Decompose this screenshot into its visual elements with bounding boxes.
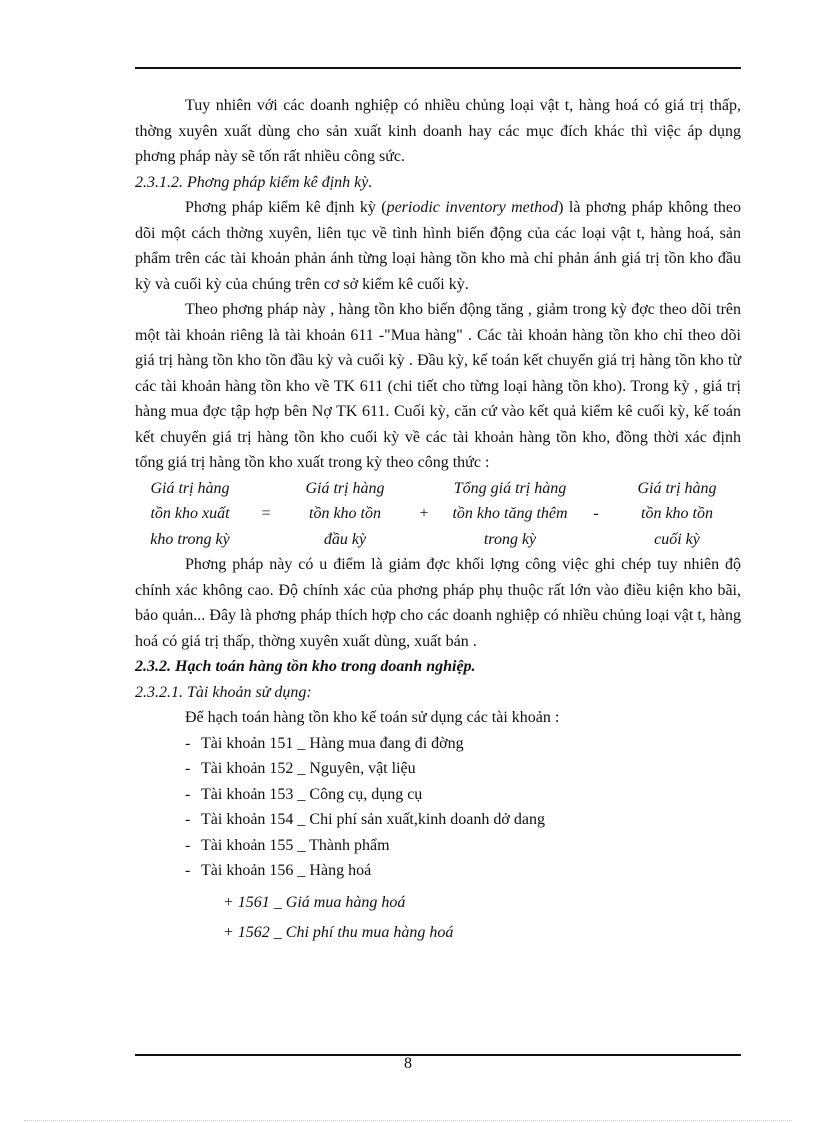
header-rule [135, 67, 741, 69]
paragraph-periodic-definition [135, 195, 741, 297]
formula-line: kho trong kỳ [150, 530, 230, 548]
account-list [135, 731, 741, 884]
list-item [185, 833, 741, 859]
operator-symbol: = [261, 505, 271, 522]
dash-marker: - [185, 836, 191, 854]
formula-operator-equals [245, 476, 287, 527]
list-item [185, 731, 741, 757]
account-label: Tài khoản 154 _ Chi phí sản xuất,kinh doanh dở dang [201, 811, 545, 828]
paragraph-periodic-rest: ) là phơng pháp không theo dõi một cách thờng xuyên, liên tục về tình hình biến động của các loại vật t, hàng hoá, sản phẩm trên các tài khoản phản ánh từng loại hàng tồn kho mà chỉ phản ánh giá trị tồn kho đầu kỳ và cuối kỳ của chúng trên cơ sở kiểm kê cuối kỳ. [135, 199, 742, 293]
page-number: 8 [404, 1055, 412, 1072]
formula-line: tồn kho tăng thêm [452, 505, 568, 522]
formula-line: cuối kỳ [654, 530, 700, 548]
formula-term-closing-value [617, 476, 737, 553]
list-item [185, 756, 741, 782]
list-item [185, 782, 741, 808]
paragraph-periodic-start: Phơng pháp kiểm kê định kỳ ( [185, 199, 387, 216]
dash-marker: - [185, 785, 191, 803]
account-label: Tài khoản 152 _ Nguyên, vật liệu [201, 760, 416, 777]
formula-line: tồn kho tồn [309, 505, 381, 522]
section-heading-2-3-1-2: 2.3.1.2. Phơng pháp kiểm kê định kỳ. [135, 173, 373, 191]
list-item: + 1561 _ Giá mua hàng hoá [223, 893, 406, 911]
formula-term-increase-value [445, 476, 575, 553]
formula-line: tồn kho xuất [150, 505, 230, 522]
formula-line: Tổng giá trị hàng [453, 479, 567, 497]
paragraph-intro: Tuy nhiên với các doanh nghiệp có nhiều chủng loại vật t, hàng hoá có giá trị thấp, thờng xuyên xuất dùng cho sản xuất kinh doanh hay các mục đích khác thì việc áp dụng phơng pháp này sẽ tốn rất nhiều công sức. [135, 97, 741, 165]
list-item: + 1562 _ Chi phí thu mua hàng hoá [223, 923, 454, 941]
paragraph-accounts-intro: Để hạch toán hàng tồn kho kế toán sử dụng các tài khoản : [185, 709, 560, 726]
dash-marker: - [185, 734, 191, 752]
formula-term-export-value [135, 476, 245, 553]
account-label: Tài khoản 153 _ Công cụ, dụng cụ [201, 785, 423, 803]
operator-symbol: + [419, 505, 429, 522]
section-heading-2-3-2-1: 2.3.2.1. Tài khoản sử dụng: [135, 683, 312, 701]
term-periodic-inventory-method: periodic inventory method [386, 199, 559, 216]
subaccount-list [135, 888, 741, 948]
page-body [135, 93, 741, 948]
list-item [185, 807, 741, 833]
list-item [185, 858, 741, 884]
page-boundary [24, 1120, 792, 1121]
formula-line: Giá trị hàng [305, 479, 385, 497]
formula-line: đầu kỳ [323, 530, 367, 548]
paragraph-method-detail: Theo phơng pháp này , hàng tồn kho biến động tăng , giảm trong kỳ đợc theo dõi trên một tài khoản riêng là tài khoản 611 -"Mua hàng" . Các tài khoản hàng tồn kho chỉ theo dõi giá trị hàng tồn kho tồn đầu kỳ và cuối kỳ . Đầu kỳ, kế toán kết chuyển giá trị hàng tồn kho từ các tài khoản hàng tồn kho về TK 611 (chi tiết cho từng loại hàng tồn kho). Trong kỳ , giá trị hàng mua đợc tập hợp bên Nợ TK 611. Cuối kỳ, căn cứ vào kết quả kiểm kê cuối kỳ, kế toán kết chuyển giá trị hàng tồn kho cuối kỳ về các tài khoản hàng tồn kho, đồng thời xác định tổng giá trị hàng tồn kho xuất trong kỳ theo công thức : [135, 301, 741, 471]
formula-operator-minus [575, 476, 617, 527]
formula-line: trong kỳ [483, 530, 537, 548]
account-label: Tài khoản 151 _ Hàng mua đang đi đờng [201, 734, 464, 752]
formula-term-opening-value [287, 476, 403, 553]
paragraph-evaluation: Phơng pháp này có u điểm là giảm đợc khối lợng công việc ghi chép tuy nhiên độ chính xác không cao. Độ chính xác của phơng pháp phụ thuộc rất lớn vào điều kiện kho bãi, bảo quản... Đây là phơng pháp thích hợp cho các doanh nghiệp có nhiều chủng loại vật t, hàng hoá có giá trị thấp, thờng xuyên xuất dùng, xuất bán . [135, 556, 741, 650]
dash-marker: - [185, 811, 191, 828]
account-label: Tài khoản 155 _ Thành phẩm [201, 836, 390, 854]
section-heading-2-3-2: 2.3.2. Hạch toán hàng tồn kho trong doanh nghiệp. [135, 658, 476, 675]
formula [135, 476, 741, 553]
dash-marker: - [185, 862, 191, 879]
formula-line: Giá trị hàng [637, 479, 717, 497]
dash-marker: - [185, 760, 191, 777]
operator-symbol: - [593, 505, 599, 522]
formula-line: Giá trị hàng [150, 479, 230, 497]
formula-line: tồn kho tồn [641, 505, 713, 522]
formula-operator-plus [403, 476, 445, 527]
account-label: Tài khoản 156 _ Hàng hoá [201, 862, 372, 879]
